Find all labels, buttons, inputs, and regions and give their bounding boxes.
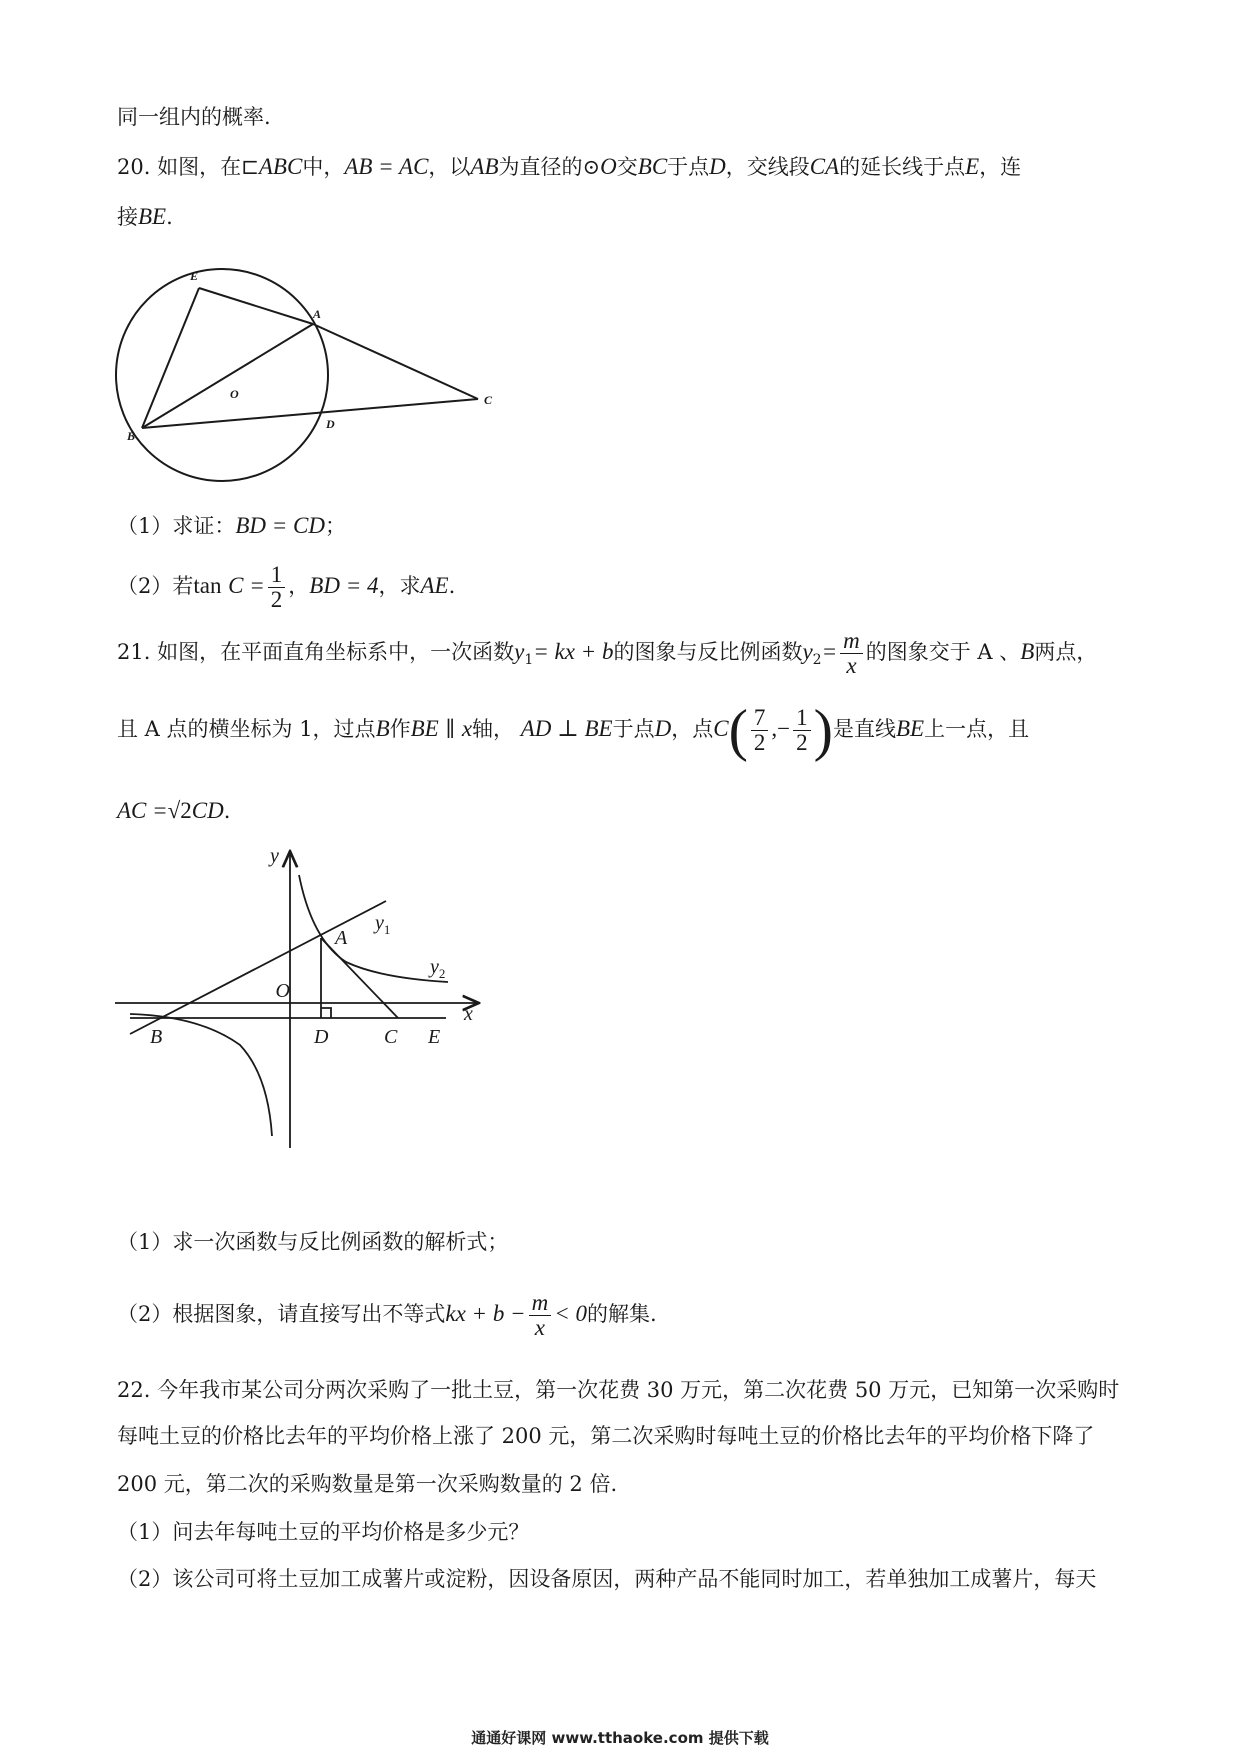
frac-numerator: m <box>529 1291 552 1316</box>
frac-numerator: 7 <box>751 706 769 731</box>
q20-part2 <box>117 556 455 616</box>
math: BC <box>637 154 668 179</box>
sqrt-two: √2 <box>167 798 192 823</box>
math: kx + b − <box>445 1301 526 1326</box>
math: ABC <box>258 154 303 179</box>
q21-text: . <box>223 799 231 823</box>
q20-text: 于点 <box>667 155 710 179</box>
frac-denominator: x <box>846 653 857 678</box>
math: AB = AC <box>344 154 429 179</box>
q21-text: 是直线 <box>832 717 896 741</box>
q22-line3: 200 元，第二次的采购数量是第一次采购数量的 2 倍. <box>117 1472 618 1496</box>
label-b: B <box>150 1026 163 1048</box>
q20-part1 <box>117 510 346 542</box>
q20-text: 的延长线于点 <box>839 155 966 179</box>
label-e: E <box>428 1026 441 1048</box>
frac-denominator: 2 <box>753 730 766 755</box>
math: AB <box>470 154 499 179</box>
q21-text: 两点， <box>1034 640 1098 664</box>
math: y <box>514 639 525 664</box>
q21-figure <box>110 845 490 1155</box>
tan-function: tan <box>193 573 222 598</box>
segment-ea <box>199 288 313 324</box>
q21-text: 作 <box>389 717 411 741</box>
q20-part2-text: ，求 <box>378 574 421 598</box>
left-paren: ( <box>728 697 748 763</box>
math: = <box>821 639 838 664</box>
q20-part2-prefix: （2）若 <box>117 574 194 598</box>
label-c: C <box>384 1026 398 1048</box>
label-y2-base: y <box>430 956 439 978</box>
line-y1 <box>130 901 386 1034</box>
label-y2 <box>428 956 445 981</box>
math: C = <box>228 573 265 598</box>
label-c: C <box>484 393 493 407</box>
label-y2-sub: 2 <box>438 966 446 981</box>
q20-stem-line1 <box>117 151 1021 183</box>
math: B <box>375 716 390 741</box>
math: BE <box>410 716 439 741</box>
q22-part2: （2）该公司可将土豆加工成薯片或淀粉，因设备原因，两种产品不能同时加工，若单独加工成薯片，每天 <box>117 1567 1097 1591</box>
label-y1 <box>373 912 390 937</box>
segment-be <box>142 288 199 428</box>
segment-ac <box>313 324 478 399</box>
circle-symbol: ⊙ <box>582 155 601 179</box>
frac-denominator: 2 <box>796 730 808 755</box>
q20-text: 如图，在 <box>157 155 242 179</box>
q21-part1: （1）求一次函数与反比例函数的解析式； <box>117 1230 509 1254</box>
q22-line2: 每吨土豆的价格比去年的平均价格上涨了 200 元，第二次采购时每吨土豆的价格比去年的平均价格下降了 <box>117 1424 1095 1448</box>
right-paren: ) <box>813 697 833 763</box>
math: CD <box>191 798 224 823</box>
q20-part1-prefix: （1）求证： <box>117 514 236 538</box>
frac-denominator: 2 <box>270 587 283 612</box>
math: B <box>1020 639 1035 664</box>
math-sub: 2 <box>812 652 822 669</box>
fraction-one-half <box>268 563 286 612</box>
math: BD = 4 <box>309 573 379 598</box>
q21-number: 21. <box>117 640 151 664</box>
q20-stem-line2 <box>117 201 173 233</box>
q20-text: . <box>166 205 173 229</box>
q21-text: 如图，在平面直角坐标系中，一次函数 <box>157 640 515 664</box>
label-y1-base: y <box>375 912 384 934</box>
q21-text: ，点 <box>671 717 714 741</box>
footer: 通通好课网 www.tthaoke.com 提供下载 <box>471 1729 769 1747</box>
triangle-symbol: ⊏ <box>241 155 259 179</box>
label-o: O <box>275 980 290 1002</box>
math: AC = <box>117 798 168 823</box>
q20-text: ，以 <box>428 155 471 179</box>
q21-part2-prefix: （2）根据图象，请直接写出不等式 <box>117 1302 446 1326</box>
q21-stem-line1 <box>117 622 1097 690</box>
fraction-one-half <box>793 706 811 755</box>
q21-stem-line2 <box>117 697 1029 761</box>
q21-text: 的图象交于 A 、 <box>865 640 1021 664</box>
q21-stem-line3 <box>117 795 230 827</box>
frac-numerator: 1 <box>793 706 811 731</box>
frac-denominator: x <box>534 1315 546 1340</box>
math: C <box>713 716 729 741</box>
math: BE <box>895 716 925 741</box>
frac-numerator: m <box>840 629 863 654</box>
label-a: A <box>313 307 322 321</box>
label-y1-sub: 1 <box>383 922 391 937</box>
math-sub: 1 <box>524 652 534 669</box>
q20-figure <box>110 262 510 492</box>
q20-text: ，交线段 <box>725 155 810 179</box>
q20-part2-text: ， <box>288 574 310 598</box>
q21-text: 且 A 点的横坐标为 1，过点 <box>117 717 376 741</box>
fraction-seven-halves <box>751 706 769 755</box>
q20-text: 中， <box>302 155 345 179</box>
label-y: y <box>270 845 279 867</box>
q21-text: 轴， <box>472 717 515 741</box>
q20-text: 交 <box>616 155 638 179</box>
math: AD ⊥ BE <box>520 716 613 741</box>
math: AE <box>420 573 449 598</box>
label-d: D <box>314 1026 329 1048</box>
q20-text: ，连 <box>979 155 1022 179</box>
frac-numerator: 1 <box>268 563 286 588</box>
math: = kx + b <box>533 639 614 664</box>
label-a: A <box>335 927 348 949</box>
segment-ba <box>142 324 313 428</box>
continuation-line: 同一组内的概率. <box>117 105 271 129</box>
fraction-m-over-x <box>840 629 863 678</box>
q21-text: 上一点，且 <box>924 717 1030 741</box>
q20-part2-text: . <box>448 574 456 598</box>
circle-o <box>116 269 328 481</box>
math: ,− <box>771 716 791 741</box>
math: D <box>654 716 672 741</box>
label-e: E <box>190 269 199 283</box>
math: < 0 <box>554 1301 587 1326</box>
parallel-symbol: ∥ <box>445 717 456 741</box>
q20-part1-suffix: ； <box>325 514 347 538</box>
right-angle-mark <box>321 1008 331 1018</box>
q22-part1: （1）问去年每吨土豆的平均价格是多少元？ <box>117 1520 530 1544</box>
q21-text: 于点 <box>612 717 655 741</box>
math: x <box>461 716 473 741</box>
label-o: O <box>230 387 239 401</box>
math: CA <box>809 154 840 179</box>
fraction-m-over-x <box>529 1291 552 1340</box>
math: y <box>802 639 813 664</box>
q21-text: 的图象与反比例函数 <box>613 640 803 664</box>
q21-part2-suffix: 的解集. <box>587 1302 657 1326</box>
label-b: B <box>127 429 136 443</box>
math: D <box>709 154 726 179</box>
label-x: x <box>464 1003 473 1025</box>
label-d: D <box>326 417 335 431</box>
math: BD = CD <box>235 513 326 538</box>
q21-part2 <box>117 1284 657 1344</box>
segment-bc <box>142 399 478 428</box>
q22-line1: 22. 今年我市某公司分两次采购了一批土豆，第一次花费 30 万元，第二次花费 50 万元，已知第一次采购时 <box>117 1378 1120 1402</box>
q20-text: 接 <box>117 205 138 229</box>
q20-text: 为直径的 <box>498 155 583 179</box>
math: E <box>965 154 980 179</box>
math: O <box>600 154 617 179</box>
math: BE <box>138 204 167 229</box>
q20-number: 20. <box>117 155 151 179</box>
